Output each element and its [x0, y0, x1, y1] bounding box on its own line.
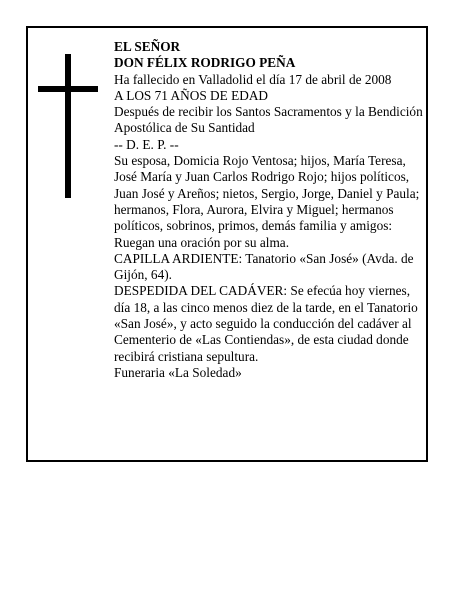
age-line: A LOS 71 AÑOS DE EDAD: [114, 87, 269, 103]
cross-horizontal-bar: [38, 86, 98, 92]
obituary-text: [114, 39, 426, 381]
death-date-line: Ha fallecido en Valladolid el día 17 de abril de 2008: [114, 71, 392, 87]
cross-icon: [38, 54, 98, 198]
rip-line: -- D. E. P. --: [114, 136, 179, 152]
cross-vertical-bar: [65, 54, 71, 198]
family-paragraph: Su esposa, Domicia Rojo Ventosa; hijos, María Teresa, José María y Juan Carlos Rodrigo Rojo; hijos políticos, Juan José y Areños; nietos, Sergio, Jorge, Daniel y Paula; hermanos, Flora, Aurora, Elvira y Miguel; hermanos políticos, sobrinos, primos, demás familia y amigos:: [114, 153, 420, 234]
farewell-paragraph: DESPEDIDA DEL CADÁVER: Se efecúa hoy viernes, día 18, a las cinco menos diez de la tarde, en el Tanatorio «San José», y acto seguido la conducción del cadáver al Cementerio de «Las Contiendas», de esta ciudad donde recibirá cristiana sepultura.: [114, 283, 418, 364]
prayer-line: Ruegan una oración por su alma.: [114, 234, 290, 250]
funeral-home-line: Funeraria «La Soledad»: [114, 364, 242, 380]
deceased-name: DON FÉLIX RODRIGO PEÑA: [114, 55, 296, 71]
sacraments-line: Después de recibir los Santos Sacramentos y la Bendición Apostólica de Su Santidad: [114, 104, 423, 136]
title-line: EL SEÑOR: [114, 39, 181, 54]
chapel-line: CAPILLA ARDIENTE: Tanatorio «San José» (Avda. de Gijón, 64).: [114, 250, 414, 283]
